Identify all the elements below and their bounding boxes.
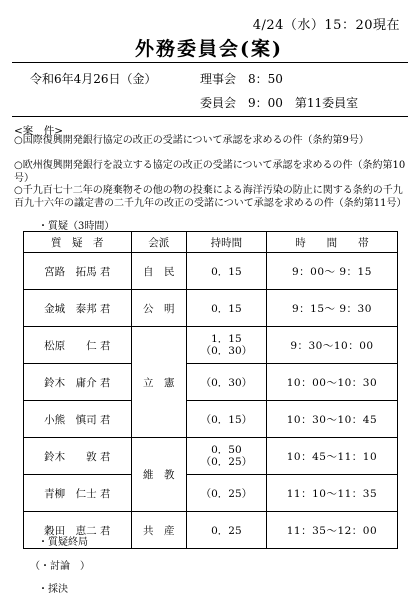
questioning-end: ・質疑終局 [38,537,88,548]
vote: ・採決 [38,584,68,595]
agenda-item: ○千九百七十二年の廃棄物その他の物の投棄による海洋汚染の防止に関する条約の千九百九十六年の議定書の二千九年の改正の受諾について承認を求めるの件（条約第11号） [14,185,407,209]
time-slot: 9：30〜10：00 [266,327,397,364]
table-row [24,327,398,364]
time-slot: 9：15〜 9：30 [266,290,397,327]
party: 立 憲 [131,327,186,438]
questioning-label: ・質疑（3時間） [38,221,115,232]
agenda-heading: <案 件> [14,125,64,137]
allotted-time: （0．25） [186,475,266,512]
meeting-date: 令和6年4月26日（金） [30,72,157,86]
time-slot: 10：45〜11：10 [266,438,397,475]
time-slot: 11：10〜11：35 [266,475,397,512]
time-slot: 10：30〜10：45 [266,401,397,438]
page-title: 外務委員会(案) [135,38,283,60]
time-slot: 10：00〜10：30 [266,364,397,401]
questioner-name: 鈴木 庸介 君 [24,364,132,401]
questioner-name: 松原 仁 君 [24,327,132,364]
allotted-time: 0．25 [186,512,266,549]
table-row [24,438,398,475]
questioning-table [23,231,398,549]
allotted-time: 0．15 [186,253,266,290]
allotted-time: 0．15 [186,290,266,327]
questioner-name: 穀田 恵二 君 [24,512,132,549]
party: 維 教 [131,438,186,512]
questioner-name: 宮路 拓馬 君 [24,253,132,290]
table-row [24,290,398,327]
questioner-name: 鈴木 敦 君 [24,438,132,475]
table-row [24,253,398,290]
party: 共 産 [131,512,186,549]
agenda-item: ○国際復興開発銀行協定の改正の受諾について承認を求めるの件（条約第9号） [14,135,369,146]
col-header-allotted-time: 持時間 [186,232,266,253]
table-row [24,364,398,401]
agenda-item: ○欧州復興開発銀行を設立する協定の改正の受諾について承認を求めるの件（条約第10号） [14,160,406,184]
allotted-time: 1．15 （0．30） [186,327,266,364]
debate: （・討論 ） [30,561,90,572]
allotted-time: （0．30） [186,364,266,401]
time-slot: 9：00〜 9：15 [266,253,397,290]
questioner-name: 金城 泰邦 君 [24,290,132,327]
col-header-time-slot: 時 間 帯 [266,232,397,253]
time-slot: 11：35〜12：00 [266,512,397,549]
table-row [24,401,398,438]
timestamp: 4/24（水）15：20現在 [252,18,400,33]
col-header-party: 会派 [131,232,186,253]
questioner-name: 青柳 仁士 君 [24,475,132,512]
iinkai-time: 委員会 9：00 第11委員室 [200,96,359,110]
party: 自 民 [131,253,186,290]
table-header-row [24,232,398,253]
col-header-questioner: 質 疑 者 [24,232,132,253]
table-row [24,475,398,512]
party: 公 明 [131,290,186,327]
allotted-time: 0．50 （0．25） [186,438,266,475]
questioner-name: 小熊 慎司 君 [24,401,132,438]
allotted-time: （0．15） [186,401,266,438]
rijikai-time: 理事会 8：50 [200,72,283,86]
